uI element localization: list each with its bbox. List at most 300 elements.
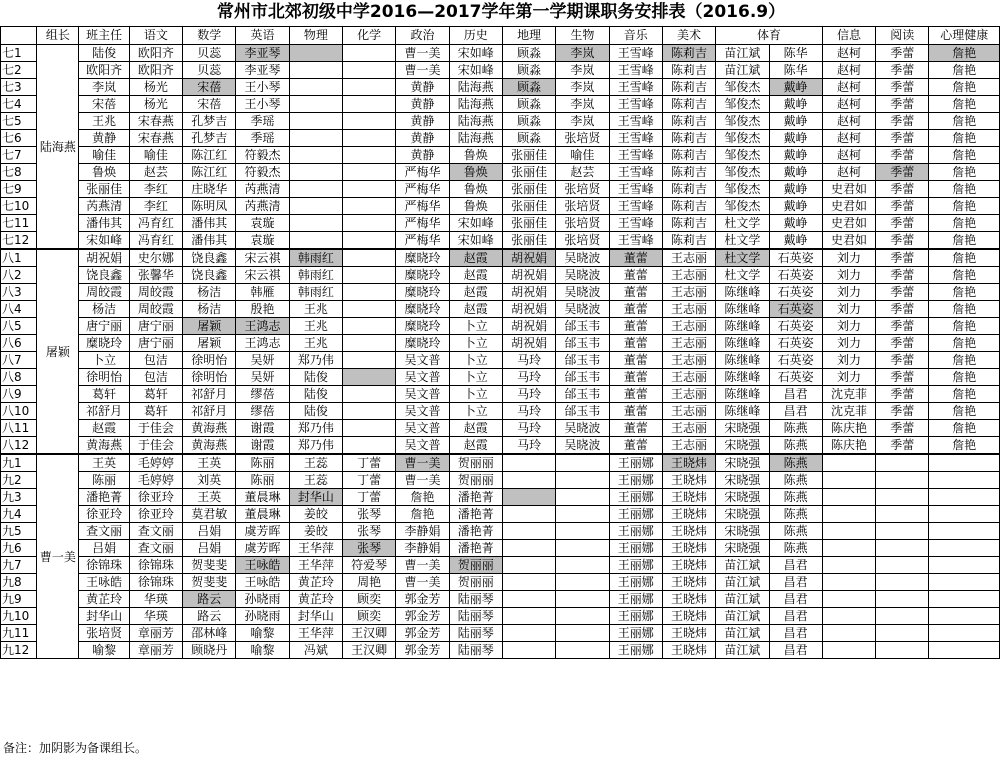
class-cell[interactable]: 八9 (1, 386, 37, 403)
table-cell[interactable]: 戴峥 (769, 130, 822, 147)
table-cell[interactable]: 王兆 (289, 335, 342, 352)
header-cell[interactable]: 历史 (449, 27, 502, 45)
table-cell[interactable]: 孙晓雨 (236, 591, 289, 608)
table-cell[interactable]: 陈莉吉 (662, 130, 715, 147)
table-cell[interactable]: 詹艳 (929, 130, 1000, 147)
table-cell[interactable]: 王兆 (289, 301, 342, 318)
table-cell[interactable]: 潘伟其 (79, 215, 129, 232)
table-cell[interactable]: 詹艳 (929, 301, 1000, 318)
table-cell[interactable]: 董蕾 (609, 267, 662, 284)
table-cell[interactable] (876, 574, 929, 591)
table-cell[interactable]: 詹艳 (929, 62, 1000, 79)
table-cell[interactable]: 詹艳 (929, 147, 1000, 164)
table-cell[interactable]: 吕娟 (183, 523, 236, 540)
table-cell[interactable]: 屠颖 (183, 335, 236, 352)
table-cell[interactable] (556, 574, 609, 591)
table-cell[interactable]: 卜立 (449, 335, 502, 352)
table-cell[interactable]: 殷艳 (236, 301, 289, 318)
table-cell[interactable]: 吴文普 (396, 420, 449, 437)
table-cell[interactable]: 喻佳 (79, 147, 129, 164)
table-cell[interactable]: 潘伟其 (183, 232, 236, 250)
table-cell[interactable]: 潘艳菁 (449, 540, 502, 557)
class-cell[interactable]: 八10 (1, 403, 37, 420)
table-cell[interactable] (929, 608, 1000, 625)
table-cell[interactable]: 顾淼 (502, 96, 555, 113)
class-cell[interactable]: 九5 (1, 523, 37, 540)
table-cell[interactable]: 毛婷婷 (129, 472, 182, 489)
table-cell[interactable]: 贺斐斐 (183, 574, 236, 591)
table-cell[interactable]: 季蕾 (876, 164, 929, 181)
table-cell[interactable]: 王蕊 (289, 454, 342, 472)
table-cell[interactable]: 苗江斌 (716, 625, 769, 642)
table-cell[interactable] (822, 454, 875, 472)
table-cell[interactable]: 姜皎 (289, 506, 342, 523)
class-cell[interactable]: 七9 (1, 181, 37, 198)
table-cell[interactable]: 赵霞 (79, 420, 129, 437)
table-cell[interactable]: 张琴 (343, 523, 396, 540)
table-cell[interactable]: 袁璇 (236, 215, 289, 232)
class-cell[interactable]: 七4 (1, 96, 37, 113)
table-cell[interactable]: 詹艳 (929, 96, 1000, 113)
table-cell[interactable]: 吴文普 (396, 437, 449, 455)
table-cell[interactable]: 葛轩 (79, 386, 129, 403)
table-cell[interactable]: 王鸿志 (236, 318, 289, 335)
table-cell[interactable]: 陈继峰 (716, 301, 769, 318)
table-cell[interactable] (929, 523, 1000, 540)
table-cell[interactable]: 邹俊杰 (716, 164, 769, 181)
table-cell[interactable]: 于佳会 (129, 420, 182, 437)
table-cell[interactable]: 王丽娜 (609, 506, 662, 523)
table-cell[interactable]: 包洁 (129, 369, 182, 386)
table-cell[interactable]: 陈庆艳 (822, 437, 875, 455)
table-cell[interactable] (876, 489, 929, 506)
table-cell[interactable]: 严梅华 (396, 181, 449, 198)
table-cell[interactable]: 卜立 (79, 352, 129, 369)
table-cell[interactable]: 詹艳 (396, 506, 449, 523)
table-cell[interactable]: 詹艳 (929, 181, 1000, 198)
class-cell[interactable]: 九1 (1, 454, 37, 472)
table-cell[interactable]: 顾淼 (502, 113, 555, 130)
table-cell[interactable]: 潘伟其 (183, 215, 236, 232)
table-cell[interactable] (343, 215, 396, 232)
table-cell[interactable]: 赵霞 (449, 301, 502, 318)
table-cell[interactable]: 王咏皓 (79, 574, 129, 591)
table-cell[interactable]: 戴峥 (769, 215, 822, 232)
header-cell[interactable]: 美术 (662, 27, 715, 45)
table-cell[interactable]: 季蕾 (876, 79, 929, 96)
table-cell[interactable]: 陈继峰 (716, 369, 769, 386)
class-cell[interactable]: 七10 (1, 198, 37, 215)
table-cell[interactable]: 石英姿 (769, 301, 822, 318)
table-cell[interactable]: 陈丽 (79, 472, 129, 489)
class-cell[interactable]: 八1 (1, 249, 37, 267)
table-cell[interactable]: 王晓炜 (662, 472, 715, 489)
table-cell[interactable] (289, 130, 342, 147)
table-cell[interactable]: 王晓炜 (662, 574, 715, 591)
table-cell[interactable] (929, 642, 1000, 659)
table-cell[interactable]: 芮燕清 (236, 181, 289, 198)
table-cell[interactable]: 徐亚玲 (129, 489, 182, 506)
table-cell[interactable]: 季蕾 (876, 335, 929, 352)
table-cell[interactable]: 石英姿 (769, 267, 822, 284)
table-cell[interactable]: 喻黎 (236, 625, 289, 642)
table-cell[interactable]: 陈华 (769, 62, 822, 79)
header-cell[interactable]: 信息 (822, 27, 875, 45)
table-cell[interactable]: 王兆 (79, 113, 129, 130)
table-cell[interactable] (343, 267, 396, 284)
table-cell[interactable]: 陈燕 (769, 523, 822, 540)
table-cell[interactable]: 刘力 (822, 284, 875, 301)
table-cell[interactable]: 季蕾 (876, 352, 929, 369)
table-cell[interactable] (343, 369, 396, 386)
header-cell[interactable]: 组长 (37, 27, 79, 45)
table-cell[interactable] (556, 642, 609, 659)
table-cell[interactable]: 郭金芳 (396, 625, 449, 642)
table-cell[interactable]: 董蕾 (609, 249, 662, 267)
table-cell[interactable] (289, 215, 342, 232)
table-cell[interactable]: 曹一美 (396, 472, 449, 489)
table-cell[interactable]: 张培贤 (556, 198, 609, 215)
table-cell[interactable]: 喻黎 (236, 642, 289, 659)
table-cell[interactable] (289, 62, 342, 79)
table-cell[interactable]: 董蕾 (609, 403, 662, 420)
table-cell[interactable]: 王雪峰 (609, 232, 662, 250)
table-cell[interactable]: 郭金芳 (396, 608, 449, 625)
table-cell[interactable]: 王雪峰 (609, 45, 662, 62)
table-cell[interactable] (822, 642, 875, 659)
table-cell[interactable]: 胡祝娟 (502, 249, 555, 267)
table-cell[interactable]: 潘艳菁 (79, 489, 129, 506)
table-cell[interactable]: 王丽娜 (609, 642, 662, 659)
table-cell[interactable] (343, 45, 396, 62)
table-cell[interactable]: 王晓炜 (662, 523, 715, 540)
table-cell[interactable]: 陆丽琴 (449, 608, 502, 625)
table-cell[interactable]: 缪蓓 (236, 403, 289, 420)
table-cell[interactable]: 屠颖 (183, 318, 236, 335)
table-cell[interactable]: 季蕾 (876, 284, 929, 301)
table-cell[interactable]: 王志丽 (662, 386, 715, 403)
table-cell[interactable]: 郭金芳 (396, 591, 449, 608)
table-cell[interactable]: 吴晓波 (556, 437, 609, 455)
table-cell[interactable]: 黄芷玲 (289, 574, 342, 591)
table-cell[interactable]: 陈莉吉 (662, 79, 715, 96)
table-cell[interactable]: 于佳会 (129, 437, 182, 455)
table-cell[interactable]: 王华萍 (289, 540, 342, 557)
table-cell[interactable]: 陈华 (769, 45, 822, 62)
table-cell[interactable]: 曹一美 (396, 454, 449, 472)
table-cell[interactable]: 袁璇 (236, 232, 289, 250)
table-cell[interactable]: 宋晓强 (716, 437, 769, 455)
table-cell[interactable]: 邰玉韦 (556, 335, 609, 352)
table-cell[interactable] (502, 489, 555, 506)
table-cell[interactable]: 张丽佳 (502, 147, 555, 164)
table-cell[interactable]: 黄芷玲 (79, 591, 129, 608)
table-cell[interactable]: 董蕾 (609, 386, 662, 403)
table-cell[interactable]: 季蕾 (876, 318, 929, 335)
table-cell[interactable]: 韩雨红 (289, 267, 342, 284)
table-cell[interactable]: 苗江斌 (716, 45, 769, 62)
table-cell[interactable]: 陈继峰 (716, 318, 769, 335)
table-cell[interactable]: 喻黎 (79, 642, 129, 659)
table-cell[interactable]: 戴峥 (769, 198, 822, 215)
table-cell[interactable]: 季蕾 (876, 181, 929, 198)
table-cell[interactable] (929, 506, 1000, 523)
table-cell[interactable]: 王丽娜 (609, 472, 662, 489)
table-cell[interactable]: 曹一美 (396, 62, 449, 79)
table-cell[interactable]: 徐亚玲 (129, 506, 182, 523)
table-cell[interactable]: 王兆 (289, 318, 342, 335)
table-cell[interactable]: 冯斌 (289, 642, 342, 659)
class-cell[interactable]: 九9 (1, 591, 37, 608)
table-cell[interactable]: 邵林峰 (183, 625, 236, 642)
table-cell[interactable]: 赵柯 (822, 164, 875, 181)
table-cell[interactable]: 邰玉韦 (556, 369, 609, 386)
table-cell[interactable]: 王雪峰 (609, 62, 662, 79)
table-cell[interactable] (822, 472, 875, 489)
table-cell[interactable]: 唐宁丽 (79, 318, 129, 335)
table-cell[interactable]: 杜文学 (716, 267, 769, 284)
table-cell[interactable]: 陈燕 (769, 506, 822, 523)
table-cell[interactable]: 史尔娜 (129, 249, 182, 267)
table-cell[interactable]: 季蕾 (876, 437, 929, 455)
table-cell[interactable]: 詹艳 (929, 403, 1000, 420)
table-cell[interactable]: 刘力 (822, 249, 875, 267)
table-cell[interactable]: 胡祝娟 (502, 284, 555, 301)
table-cell[interactable]: 郑乃伟 (289, 420, 342, 437)
table-cell[interactable] (343, 113, 396, 130)
table-cell[interactable]: 王志丽 (662, 301, 715, 318)
table-cell[interactable] (929, 625, 1000, 642)
table-cell[interactable] (343, 79, 396, 96)
table-cell[interactable]: 宋如峰 (449, 232, 502, 250)
table-cell[interactable]: 胡祝娟 (502, 301, 555, 318)
table-cell[interactable]: 王晓炜 (662, 591, 715, 608)
header-cell[interactable]: 音乐 (609, 27, 662, 45)
table-cell[interactable]: 贺丽丽 (449, 557, 502, 574)
header-cell[interactable]: 化学 (343, 27, 396, 45)
group-leader-cell[interactable]: 屠颖 (37, 249, 79, 454)
table-cell[interactable]: 符毅杰 (236, 147, 289, 164)
table-cell[interactable] (822, 523, 875, 540)
table-cell[interactable]: 马玲 (502, 420, 555, 437)
table-cell[interactable]: 昌君 (769, 557, 822, 574)
class-cell[interactable]: 七2 (1, 62, 37, 79)
table-cell[interactable]: 邹俊杰 (716, 79, 769, 96)
table-cell[interactable]: 吴文普 (396, 403, 449, 420)
table-cell[interactable] (502, 608, 555, 625)
table-cell[interactable]: 苗江斌 (716, 574, 769, 591)
table-cell[interactable]: 董蕾 (609, 420, 662, 437)
table-cell[interactable]: 黄静 (396, 96, 449, 113)
table-cell[interactable]: 史君如 (822, 232, 875, 250)
table-cell[interactable]: 黄静 (396, 79, 449, 96)
table-cell[interactable]: 吕娟 (183, 540, 236, 557)
table-cell[interactable]: 饶良鑫 (183, 267, 236, 284)
table-cell[interactable]: 王蕊 (289, 472, 342, 489)
table-cell[interactable]: 章丽芳 (129, 642, 182, 659)
table-cell[interactable]: 陆俊 (289, 386, 342, 403)
table-cell[interactable]: 鲁焕 (449, 164, 502, 181)
table-cell[interactable] (502, 591, 555, 608)
table-cell[interactable]: 昌君 (769, 403, 822, 420)
table-cell[interactable]: 缪蓓 (236, 386, 289, 403)
table-cell[interactable]: 宋晓强 (716, 454, 769, 472)
table-cell[interactable]: 宋如峰 (449, 62, 502, 79)
table-cell[interactable]: 詹艳 (929, 198, 1000, 215)
table-cell[interactable]: 李红 (129, 181, 182, 198)
table-cell[interactable]: 苗江斌 (716, 591, 769, 608)
table-cell[interactable]: 董晨琳 (236, 506, 289, 523)
table-cell[interactable]: 董蕾 (609, 335, 662, 352)
table-cell[interactable] (343, 181, 396, 198)
table-cell[interactable]: 李岚 (79, 79, 129, 96)
table-cell[interactable]: 季蕾 (876, 301, 929, 318)
table-cell[interactable]: 王晓炜 (662, 557, 715, 574)
table-cell[interactable] (929, 574, 1000, 591)
table-cell[interactable]: 张培贤 (556, 215, 609, 232)
table-cell[interactable]: 邹俊杰 (716, 198, 769, 215)
table-cell[interactable] (929, 472, 1000, 489)
table-cell[interactable] (343, 164, 396, 181)
table-cell[interactable]: 张琴 (343, 506, 396, 523)
class-cell[interactable]: 七7 (1, 147, 37, 164)
table-cell[interactable]: 周艳 (343, 574, 396, 591)
table-cell[interactable]: 王咏皓 (236, 557, 289, 574)
table-cell[interactable]: 詹艳 (929, 369, 1000, 386)
table-cell[interactable]: 王小琴 (236, 96, 289, 113)
table-cell[interactable]: 王志丽 (662, 335, 715, 352)
table-cell[interactable]: 戴峥 (769, 113, 822, 130)
table-cell[interactable] (876, 506, 929, 523)
table-cell[interactable] (289, 45, 342, 62)
table-cell[interactable] (876, 625, 929, 642)
table-cell[interactable]: 杨光 (129, 96, 182, 113)
table-cell[interactable]: 詹艳 (929, 420, 1000, 437)
table-cell[interactable]: 贝蕊 (183, 62, 236, 79)
table-cell[interactable]: 陈燕 (769, 437, 822, 455)
table-cell[interactable]: 虞芳晖 (236, 523, 289, 540)
table-cell[interactable]: 张馨华 (129, 267, 182, 284)
table-cell[interactable]: 包洁 (129, 352, 182, 369)
table-cell[interactable]: 刘力 (822, 352, 875, 369)
table-cell[interactable] (929, 591, 1000, 608)
table-cell[interactable]: 郭金芳 (396, 642, 449, 659)
table-cell[interactable]: 陈燕 (769, 454, 822, 472)
table-cell[interactable] (343, 318, 396, 335)
table-cell[interactable] (929, 454, 1000, 472)
table-cell[interactable]: 詹艳 (929, 267, 1000, 284)
table-cell[interactable]: 宋晓强 (716, 472, 769, 489)
table-cell[interactable]: 卜立 (449, 386, 502, 403)
table-cell[interactable]: 王咏皓 (236, 574, 289, 591)
table-cell[interactable]: 陈莉吉 (662, 232, 715, 250)
table-cell[interactable] (289, 113, 342, 130)
table-cell[interactable]: 胡祝娟 (502, 335, 555, 352)
table-cell[interactable] (929, 489, 1000, 506)
table-cell[interactable]: 葛轩 (129, 386, 182, 403)
table-cell[interactable]: 曹一美 (396, 557, 449, 574)
table-cell[interactable]: 徐锦珠 (79, 557, 129, 574)
table-cell[interactable]: 昌君 (769, 625, 822, 642)
class-cell[interactable]: 八2 (1, 267, 37, 284)
table-cell[interactable]: 王志丽 (662, 369, 715, 386)
table-cell[interactable]: 曹一美 (396, 574, 449, 591)
table-cell[interactable]: 祁舒月 (183, 386, 236, 403)
table-cell[interactable] (502, 472, 555, 489)
table-cell[interactable]: 赵芸 (556, 164, 609, 181)
table-cell[interactable]: 祁舒月 (183, 403, 236, 420)
table-cell[interactable]: 王丽娜 (609, 591, 662, 608)
table-cell[interactable]: 邰玉韦 (556, 403, 609, 420)
class-cell[interactable]: 九2 (1, 472, 37, 489)
table-cell[interactable]: 王晓炜 (662, 506, 715, 523)
table-cell[interactable]: 糜晓玲 (396, 249, 449, 267)
header-cell[interactable]: 班主任 (79, 27, 129, 45)
class-cell[interactable]: 九3 (1, 489, 37, 506)
table-cell[interactable]: 沈克菲 (822, 386, 875, 403)
table-cell[interactable] (822, 557, 875, 574)
table-cell[interactable]: 王志丽 (662, 267, 715, 284)
class-cell[interactable]: 八11 (1, 420, 37, 437)
class-cell[interactable]: 七6 (1, 130, 37, 147)
table-cell[interactable]: 詹艳 (929, 437, 1000, 455)
table-cell[interactable]: 王雪峰 (609, 147, 662, 164)
table-cell[interactable]: 季瑶 (236, 113, 289, 130)
table-cell[interactable]: 陈丽 (236, 454, 289, 472)
table-cell[interactable]: 季蕾 (876, 62, 929, 79)
table-cell[interactable]: 张培贤 (556, 232, 609, 250)
table-cell[interactable] (876, 472, 929, 489)
table-cell[interactable]: 陆丽琴 (449, 642, 502, 659)
table-cell[interactable]: 杜文学 (716, 249, 769, 267)
table-cell[interactable]: 赵柯 (822, 113, 875, 130)
class-cell[interactable]: 七12 (1, 232, 37, 250)
class-cell[interactable]: 八3 (1, 284, 37, 301)
table-cell[interactable]: 赵霞 (449, 420, 502, 437)
table-cell[interactable]: 严梅华 (396, 215, 449, 232)
table-cell[interactable]: 季蕾 (876, 386, 929, 403)
table-cell[interactable]: 胡祝娟 (79, 249, 129, 267)
table-cell[interactable]: 贺斐斐 (183, 557, 236, 574)
table-cell[interactable]: 史君如 (822, 181, 875, 198)
table-cell[interactable]: 张培贤 (556, 130, 609, 147)
table-cell[interactable]: 陆海燕 (449, 113, 502, 130)
table-cell[interactable]: 石英姿 (769, 335, 822, 352)
table-cell[interactable]: 马玲 (502, 403, 555, 420)
table-cell[interactable]: 陆俊 (289, 403, 342, 420)
table-cell[interactable]: 喻佳 (129, 147, 182, 164)
table-cell[interactable]: 陈莉吉 (662, 113, 715, 130)
class-cell[interactable]: 九6 (1, 540, 37, 557)
table-cell[interactable]: 刘力 (822, 335, 875, 352)
table-cell[interactable]: 杨洁 (183, 301, 236, 318)
table-cell[interactable]: 赵霞 (449, 267, 502, 284)
table-cell[interactable] (556, 540, 609, 557)
table-cell[interactable]: 赵柯 (822, 130, 875, 147)
table-cell[interactable]: 符毅杰 (236, 164, 289, 181)
table-cell[interactable]: 季蕾 (876, 147, 929, 164)
table-cell[interactable] (343, 335, 396, 352)
table-cell[interactable]: 徐明怡 (79, 369, 129, 386)
table-cell[interactable]: 严梅华 (396, 232, 449, 250)
table-cell[interactable]: 陈莉吉 (662, 215, 715, 232)
class-cell[interactable]: 八4 (1, 301, 37, 318)
table-cell[interactable]: 宋云祺 (236, 267, 289, 284)
table-cell[interactable]: 黄海燕 (183, 437, 236, 455)
table-cell[interactable]: 赵柯 (822, 79, 875, 96)
table-cell[interactable]: 陆丽琴 (449, 591, 502, 608)
table-cell[interactable]: 戴峥 (769, 164, 822, 181)
